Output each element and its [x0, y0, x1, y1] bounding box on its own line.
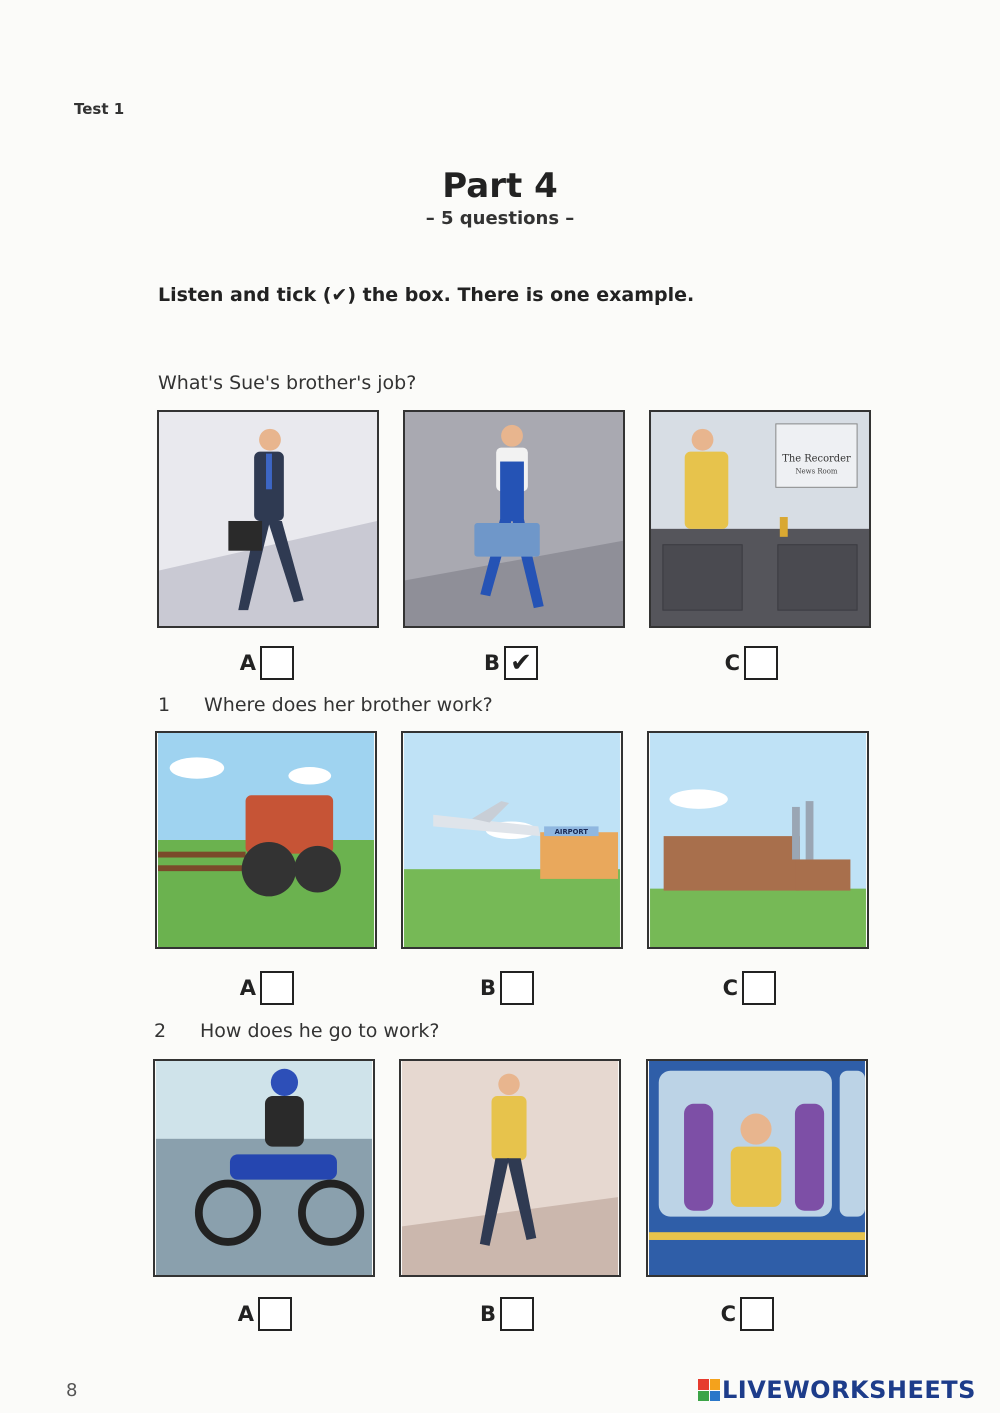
question-text: Where does her brother work? — [204, 694, 493, 716]
option-letter: A — [239, 976, 256, 1000]
picture-q2-c-train — [646, 1059, 868, 1277]
tick-box-checked[interactable]: ✔ — [504, 646, 538, 680]
liveworksheets-logo[interactable] — [698, 1376, 976, 1404]
picture-example-a-businessman — [157, 410, 379, 628]
picture-q2-b-walking — [399, 1059, 621, 1277]
option-letter: B — [483, 651, 500, 675]
q1-option-b — [478, 971, 534, 1005]
part-title: Part 4 — [442, 166, 558, 206]
question-number: 2 — [154, 1020, 167, 1042]
picture-example-c-newsroom — [649, 410, 871, 628]
question-example — [158, 372, 416, 394]
question-2 — [154, 1020, 439, 1042]
newsroom-sign-line1: The Recorder — [782, 453, 851, 465]
tick-box[interactable] — [260, 971, 294, 1005]
part-subtitle: – 5 questions – — [425, 208, 575, 229]
picture-q1-b-airport — [401, 731, 623, 949]
example-option-b — [482, 646, 538, 680]
example-option-a — [238, 646, 294, 680]
picture-example-b-mechanic — [403, 410, 625, 628]
q2-option-a — [236, 1297, 292, 1331]
instruction-text: Listen and tick (✔) the box. There is one example. — [158, 284, 695, 306]
picture-q1-c-factory — [647, 731, 869, 949]
question-1 — [158, 694, 493, 716]
tick-box[interactable] — [500, 971, 534, 1005]
tick-box[interactable] — [740, 1297, 774, 1331]
q2-option-c — [718, 1297, 774, 1331]
picture-q2-a-motorbike — [153, 1059, 375, 1277]
tick-box[interactable] — [500, 1297, 534, 1331]
option-letter: A — [237, 1302, 254, 1326]
liveworksheets-logo-icon — [698, 1379, 720, 1401]
newsroom-sign-line2: News Room — [795, 467, 838, 476]
tick-box[interactable] — [260, 646, 294, 680]
q2-option-b — [478, 1297, 534, 1331]
tick-box[interactable] — [744, 646, 778, 680]
q1-option-a — [238, 971, 294, 1005]
test-label: Test 1 — [74, 100, 125, 118]
page-number: 8 — [66, 1380, 78, 1401]
question-text: What's Sue's brother's job? — [158, 372, 417, 394]
option-letter: C — [724, 651, 740, 675]
picture-q1-a-farm — [155, 731, 377, 949]
option-letter: A — [239, 651, 256, 675]
tick-box[interactable] — [258, 1297, 292, 1331]
airport-sign: AIRPORT — [554, 828, 589, 837]
example-option-c — [722, 646, 778, 680]
tick-box[interactable] — [742, 971, 776, 1005]
option-letter: B — [479, 1302, 496, 1326]
option-letter: C — [722, 976, 738, 1000]
question-number: 1 — [158, 694, 171, 716]
option-letter: C — [720, 1302, 736, 1326]
question-text: How does he go to work? — [200, 1020, 440, 1042]
option-letter: B — [479, 976, 496, 1000]
q1-option-c — [720, 971, 776, 1005]
brand-name: LIVEWORKSHEETS — [722, 1376, 976, 1404]
